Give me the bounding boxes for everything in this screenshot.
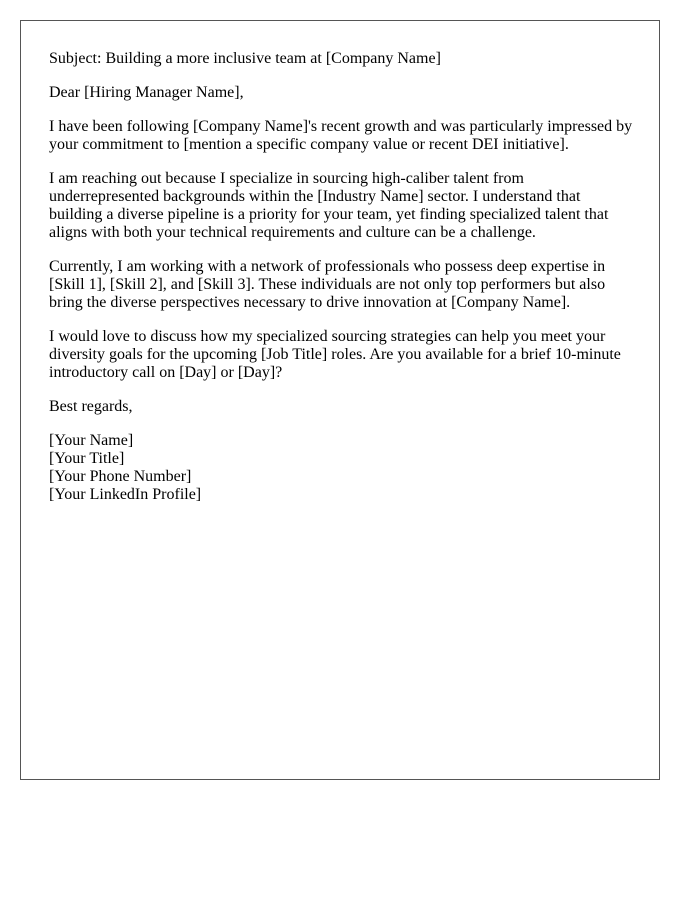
paragraph-call-to-action [49,328,639,382]
paragraph-intro [49,118,639,154]
subject-line: Subject: Building a more inclusive team at [Company Name] [49,50,441,67]
text-line: I have been following [Company Name]'s recent growth and was particularly impressed by [49,118,633,135]
text-line: Currently, I am working with a network of professionals who possess deep expertise in [49,258,606,275]
text-line: building a diverse pipeline is a priority for your team, yet finding specialized talent that [49,206,609,223]
text-line: diversity goals for the upcoming [Job Title] roles. Are you available for a brief 10-minute [49,346,621,363]
signature-block [49,432,639,504]
text-line: [Skill 1], [Skill 2], and [Skill 3]. These individuals are not only top performers but also [49,276,606,293]
text-line: I would love to discuss how my specialized sourcing strategies can help you meet your [49,328,606,345]
paragraph-purpose [49,170,639,242]
greeting: Dear [Hiring Manager Name], [49,84,244,101]
text-line: introductory call on [Day] or [Day]? [49,364,283,381]
signature-title: [Your Title] [49,450,125,467]
closing: Best regards, [49,398,133,415]
text-line: aligns with both your technical requirements and culture can be a challenge. [49,224,536,241]
paragraph-network [49,258,639,312]
signature-name: [Your Name] [49,432,134,449]
text-line: bring the diverse perspectives necessary to drive innovation at [Company Name]. [49,294,571,311]
text-line: your commitment to [mention a specific company value or recent DEI initiative]. [49,136,569,153]
text-line: I am reaching out because I specialize in sourcing high-caliber talent from [49,170,524,187]
signature-linkedin: [Your LinkedIn Profile] [49,486,202,503]
signature-phone: [Your Phone Number] [49,468,192,485]
letter [20,20,660,780]
text-line: underrepresented backgrounds within the [Industry Name] sector. I understand that [49,188,581,205]
